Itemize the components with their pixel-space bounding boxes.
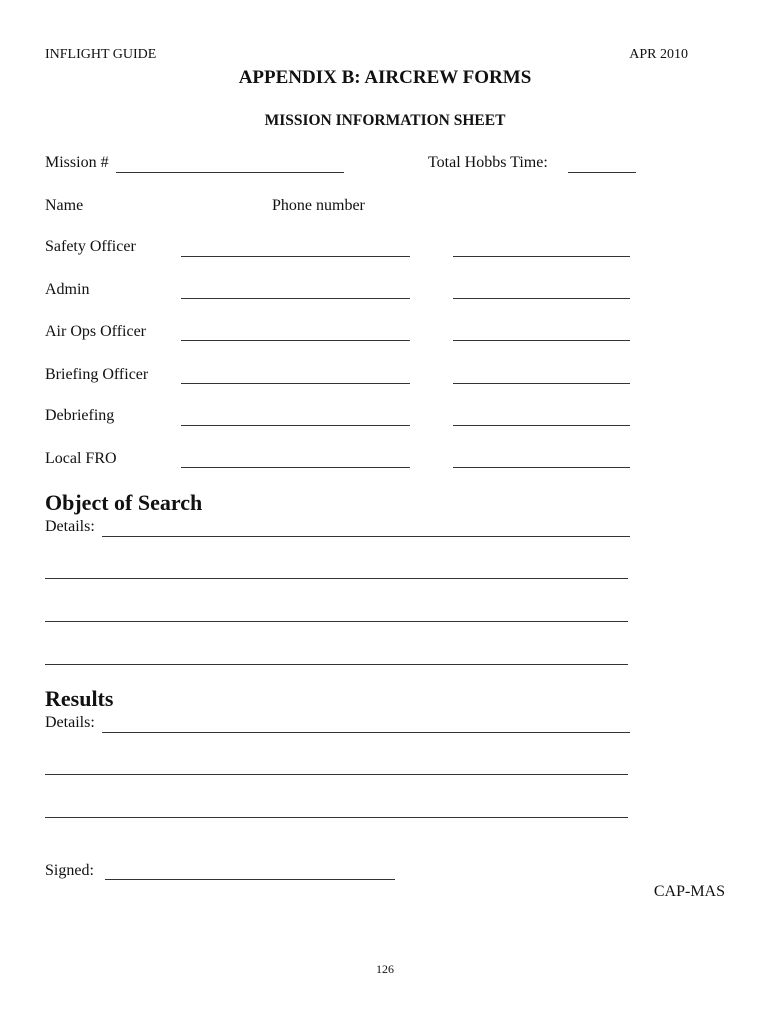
running-header-left: INFLIGHT GUIDE xyxy=(45,47,157,62)
object-details-line[interactable] xyxy=(45,664,628,665)
name-column-header: Name xyxy=(45,197,84,214)
object-details-field[interactable] xyxy=(102,536,630,537)
role-label-safety-officer: Safety Officer xyxy=(45,238,136,255)
page-title: APPENDIX B: AIRCREW FORMS xyxy=(238,67,532,88)
results-details-label: Details: xyxy=(45,714,95,731)
role-label-air-ops-officer: Air Ops Officer xyxy=(45,323,147,340)
name-field[interactable] xyxy=(181,298,410,299)
role-label-debriefing: Debriefing xyxy=(45,407,115,424)
phone-field[interactable] xyxy=(453,467,630,468)
phone-field[interactable] xyxy=(453,383,630,384)
object-of-search-heading: Object of Search xyxy=(45,490,203,515)
name-field[interactable] xyxy=(181,256,410,257)
phone-field[interactable] xyxy=(453,298,630,299)
phone-field[interactable] xyxy=(453,256,630,257)
mission-number-field[interactable] xyxy=(116,172,344,173)
mission-number-label: Mission # xyxy=(45,154,109,171)
object-details-label: Details: xyxy=(45,518,95,535)
hobbs-time-label: Total Hobbs Time: xyxy=(428,154,548,171)
name-field[interactable] xyxy=(181,340,410,341)
form-code: CAP-MAS xyxy=(653,883,725,900)
phone-column-header: Phone number xyxy=(272,197,365,214)
signature-field[interactable] xyxy=(105,879,395,880)
object-details-line[interactable] xyxy=(45,621,628,622)
page-number: 126 xyxy=(376,962,394,976)
name-field[interactable] xyxy=(181,383,410,384)
results-details-line[interactable] xyxy=(45,774,628,775)
phone-field[interactable] xyxy=(453,425,630,426)
results-details-line[interactable] xyxy=(45,817,628,818)
role-label-briefing-officer: Briefing Officer xyxy=(45,366,149,383)
form-title: MISSION INFORMATION SHEET xyxy=(264,112,506,129)
name-field[interactable] xyxy=(181,425,410,426)
object-details-line[interactable] xyxy=(45,578,628,579)
signed-label: Signed: xyxy=(45,862,94,879)
role-label-local-fro: Local FRO xyxy=(45,450,117,467)
hobbs-time-field[interactable] xyxy=(568,172,636,173)
results-heading: Results xyxy=(45,686,114,711)
phone-field[interactable] xyxy=(453,340,630,341)
results-details-field[interactable] xyxy=(102,732,630,733)
name-field[interactable] xyxy=(181,467,410,468)
running-header-right: APR 2010 xyxy=(629,47,688,62)
role-label-admin: Admin xyxy=(45,281,90,298)
